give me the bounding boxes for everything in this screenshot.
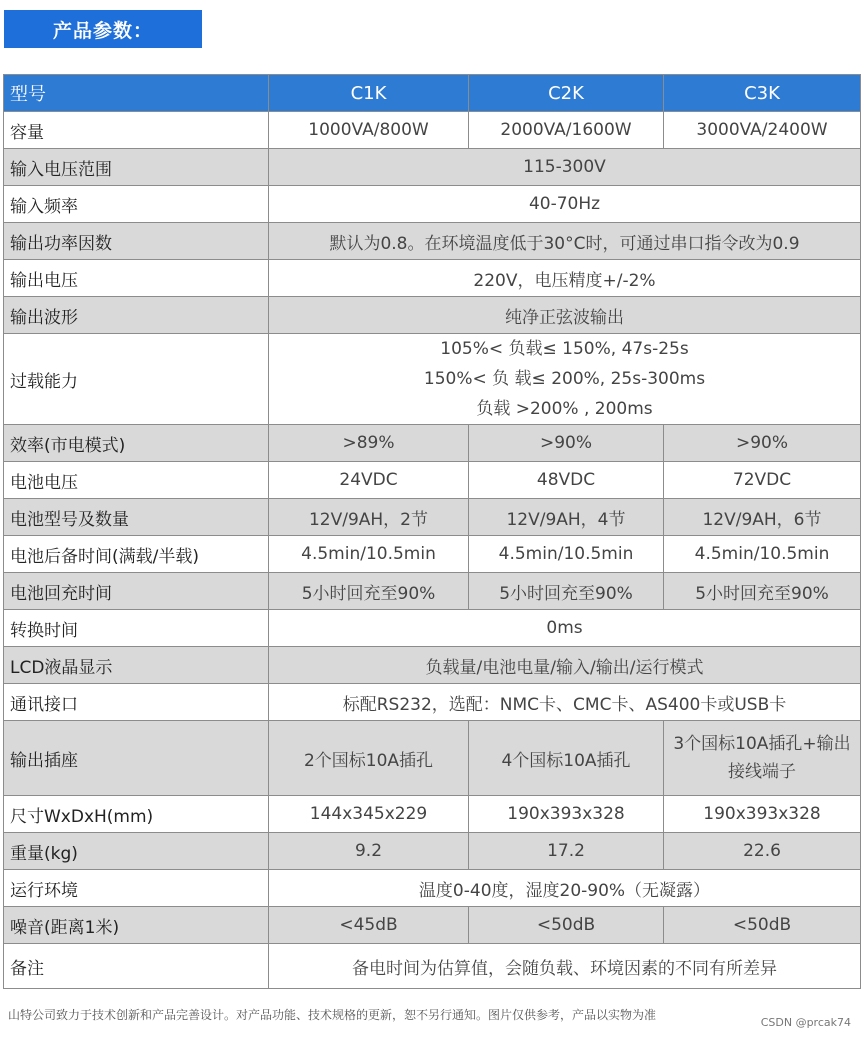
row-label: 输入频率 — [4, 186, 269, 223]
cell-merged: 115-300V — [269, 149, 861, 186]
cell-merged: 温度0-40度，湿度20-90%（无凝露） — [269, 870, 861, 907]
table-row — [4, 610, 861, 647]
cell-merged: 默认为0.8。在环境温度低于30°C时，可通过串口指令改为0.9 — [269, 223, 861, 260]
row-label: 输出电压 — [4, 260, 269, 297]
cell-c3k: 3000VA/2400W — [664, 112, 861, 149]
row-label: 过载能力 — [4, 334, 269, 425]
overload-line: 负载 >200% , 200ms — [476, 399, 653, 419]
row-label: 重量(kg) — [4, 833, 269, 870]
cell-c3k: 12V/9AH，6节 — [664, 499, 861, 536]
table-row — [4, 870, 861, 907]
spec-table — [3, 74, 861, 989]
table-row — [4, 647, 861, 684]
watermark: CSDN @prcak74 — [760, 1016, 851, 1029]
table-row — [4, 186, 861, 223]
row-label: 尺寸WxDxH(mm) — [4, 796, 269, 833]
model-c3k: C3K — [664, 75, 861, 112]
table-header-row — [4, 75, 861, 112]
cell-c1k: 1000VA/800W — [269, 112, 469, 149]
overload-line: 150%< 负 载≤ 200%, 25s-300ms — [423, 369, 706, 389]
table-row — [4, 907, 861, 944]
cell-c3k: 4.5min/10.5min — [664, 536, 861, 573]
table-row — [4, 833, 861, 870]
row-label: 通讯接口 — [4, 684, 269, 721]
row-label: 噪音(距离1米) — [4, 907, 269, 944]
cell-merged: 负载量/电池电量/输入/输出/运行模式 — [269, 647, 861, 684]
row-label: 转换时间 — [4, 610, 269, 647]
table-row — [4, 462, 861, 499]
row-label: 输出插座 — [4, 721, 269, 796]
row-label: 电池电压 — [4, 462, 269, 499]
cell-c3k: 72VDC — [664, 462, 861, 499]
model-c1k: C1K — [269, 75, 469, 112]
cell-c3k: 5小时回充至90% — [664, 573, 861, 610]
cell-c2k: 17.2 — [469, 833, 664, 870]
cell-c1k: 9.2 — [269, 833, 469, 870]
cell-merged: 标配RS232，选配：NMC卡、CMC卡、AS400卡或USB卡 — [269, 684, 861, 721]
cell-c2k: 190x393x328 — [469, 796, 664, 833]
cell-c1k: 4.5min/10.5min — [269, 536, 469, 573]
row-label: 电池回充时间 — [4, 573, 269, 610]
table-row — [4, 796, 861, 833]
model-c2k: C2K — [469, 75, 664, 112]
table-row — [4, 499, 861, 536]
cell-c2k: 5小时回充至90% — [469, 573, 664, 610]
table-row — [4, 297, 861, 334]
cell-merged-multiline — [269, 334, 861, 425]
cell-merged: 纯净正弦波输出 — [269, 297, 861, 334]
cell-c1k: 12V/9AH，2节 — [269, 499, 469, 536]
row-label: LCD液晶显示 — [4, 647, 269, 684]
cell-c3k: 3个国标10A插孔+输出接线端子 — [664, 721, 861, 796]
cell-c2k: 12V/9AH，4节 — [469, 499, 664, 536]
table-row — [4, 684, 861, 721]
cell-merged: 220V，电压精度+/-2% — [269, 260, 861, 297]
cell-merged: 备电时间为估算值，会随负载、环境因素的不同有所差异 — [269, 944, 861, 989]
row-label: 容量 — [4, 112, 269, 149]
cell-c1k: 5小时回充至90% — [269, 573, 469, 610]
cell-c1k: <45dB — [269, 907, 469, 944]
section-title: 产品参数： — [52, 19, 153, 42]
row-label: 输出功率因数 — [4, 223, 269, 260]
cell-c2k: 4个国标10A插孔 — [469, 721, 664, 796]
cell-c1k: 2个国标10A插孔 — [269, 721, 469, 796]
cell-c2k: 48VDC — [469, 462, 664, 499]
cell-c3k: 22.6 — [664, 833, 861, 870]
table-row — [4, 112, 861, 149]
row-label: 电池型号及数量 — [4, 499, 269, 536]
cell-c1k: 24VDC — [269, 462, 469, 499]
row-label: 输入电压范围 — [4, 149, 269, 186]
header-label: 型号 — [4, 75, 269, 112]
row-label: 输出波形 — [4, 297, 269, 334]
table-row — [4, 944, 861, 989]
row-label: 运行环境 — [4, 870, 269, 907]
cell-c2k: 2000VA/1600W — [469, 112, 664, 149]
table-row — [4, 149, 861, 186]
table-row — [4, 721, 861, 796]
cell-merged: 40-70Hz — [269, 186, 861, 223]
row-label: 效率(市电模式) — [4, 425, 269, 462]
table-row — [4, 573, 861, 610]
cell-merged: 0ms — [269, 610, 861, 647]
table-row — [4, 536, 861, 573]
table-row — [4, 334, 861, 425]
cell-c3k: 190x393x328 — [664, 796, 861, 833]
row-label: 备注 — [4, 944, 269, 989]
cell-c2k: <50dB — [469, 907, 664, 944]
cell-c1k: 144x345x229 — [269, 796, 469, 833]
cell-c2k: >90% — [469, 425, 664, 462]
table-row — [4, 260, 861, 297]
table-row — [4, 223, 861, 260]
cell-c1k: >89% — [269, 425, 469, 462]
cell-c3k: >90% — [664, 425, 861, 462]
section-title-banner — [4, 10, 202, 48]
row-label: 电池后备时间(满载/半载) — [4, 536, 269, 573]
overload-line: 105%< 负载≤ 150%, 47s-25s — [440, 339, 689, 359]
footer-disclaimer: 山特公司致力于技术创新和产品完善设计。对产品功能、技术规格的更新，恕不另行通知。图片仅供参考，产品以实物为准 — [8, 1008, 657, 1022]
cell-c2k: 4.5min/10.5min — [469, 536, 664, 573]
table-row — [4, 425, 861, 462]
cell-c3k: <50dB — [664, 907, 861, 944]
